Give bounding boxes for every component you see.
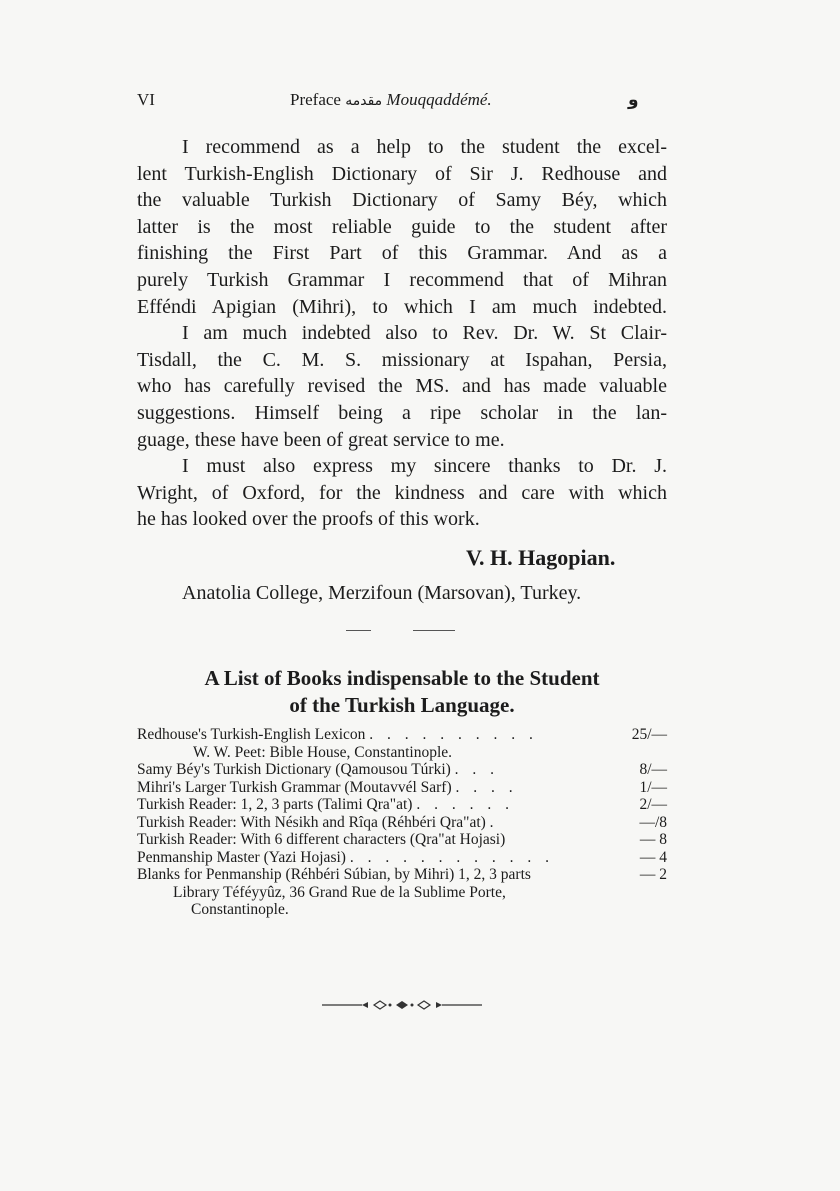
text-line: the valuable Turkish Dictionary of Samy Béy, which <box>137 189 667 212</box>
book-price: 1/— <box>639 778 667 796</box>
text-line: finishing the First Part of this Grammar. And as a <box>137 242 667 265</box>
text-line: suggestions. Himself being a ripe scholar in the lan- <box>137 401 667 424</box>
book-entry <box>137 901 667 919</box>
text-line: Wright, of Oxford, for the kindness and care with which <box>137 481 667 504</box>
text-line: he has looked over the proofs of this work. <box>137 508 480 531</box>
book-list <box>137 726 667 919</box>
book-entry-text: Samy Béy's Turkish Dictionary (Qamousou Túrki) <box>137 761 451 778</box>
text-line: I am much indebted also to Rev. Dr. W. St Clair- <box>182 322 667 345</box>
book-entry <box>137 866 667 884</box>
book-price: — 8 <box>639 831 667 848</box>
book-entry-text: Mihri's Larger Turkish Grammar (Moutavvél Sarf) <box>137 778 452 796</box>
text-line: lent Turkish-English Dictionary of Sir J. Redhouse and <box>137 162 667 185</box>
text-line: latter is the most reliable guide to the student after <box>137 215 667 238</box>
book-price: —/8 <box>639 813 667 831</box>
text-line: guage, these have been of great service to me. <box>137 428 505 451</box>
book-entry <box>137 744 667 762</box>
book-entry <box>137 796 667 814</box>
book-entry-text: W. W. Peet: Bible House, Constantinople. <box>193 743 453 761</box>
book-entry-text: Penmanship Master (Yazi Hojasi) <box>137 848 346 866</box>
page-number: VI <box>137 90 155 109</box>
book-list-title <box>137 665 667 719</box>
text-line: who has carefully revised the MS. and has made valuable <box>137 375 667 398</box>
book-entry <box>137 884 667 902</box>
book-price: — 2 <box>639 866 667 883</box>
leader-dots: . . . . . . . . . . . . <box>349 848 554 866</box>
leader-dots: . . . . <box>455 778 518 796</box>
leader-dots: . . . . . . . . . . <box>369 726 538 743</box>
text-line: I recommend as a help to the student the excel- <box>182 136 667 158</box>
leader-dots: . <box>489 813 499 831</box>
leader-dots: . . . . . . <box>416 796 514 813</box>
book-entry <box>137 814 667 832</box>
text-line: purely Turkish Grammar I recommend that of Mihran <box>137 268 667 291</box>
author-signature: V. H. Hagopian. <box>466 545 616 570</box>
divider-rule <box>346 630 371 631</box>
header-title-arabic: مقدمه <box>345 93 383 109</box>
book-entry <box>137 779 667 797</box>
book-entry <box>137 726 667 744</box>
text-line: I must also express my sincere thanks to Dr. J. <box>182 455 667 478</box>
book-price: 25/— <box>631 726 667 743</box>
leader-dots: . . . <box>454 761 500 778</box>
header-arabic-letter: و <box>628 90 639 110</box>
header-title-transliteration: Mouqqaddémé. <box>386 90 492 109</box>
author-address: Anatolia College, Merzifoun (Marsovan), Turkey. <box>182 582 582 604</box>
book-entry <box>137 849 667 867</box>
book-price: — 4 <box>639 848 667 866</box>
end-ornament <box>322 998 482 1012</box>
book-entry-text: Blanks for Penmanship (Réhbéri Súbian, by Mihri) 1, 2, 3 parts <box>137 866 531 883</box>
running-header <box>290 90 492 110</box>
header-title: Preface <box>290 90 341 109</box>
book-list-title-line: of the Turkish Language. <box>289 693 515 717</box>
book-price: 2/— <box>639 796 667 813</box>
text-line: Tisdall, the C. M. S. missionary at Ispahan, Persia, <box>137 348 667 371</box>
book-entry-text: Turkish Reader: With 6 different characters (Qra"at Hojasi) <box>137 831 506 848</box>
book-entry <box>137 831 667 849</box>
preface-body <box>137 134 667 533</box>
text-line: Efféndi Apigian (Mihri), to which I am much indebted. <box>137 295 667 318</box>
book-entry-text: Constantinople. <box>191 901 289 918</box>
book-list-title-line: A List of Books indispensable to the Student <box>204 666 600 690</box>
book-entry-text: Library Téféyyûz, 36 Grand Rue de la Sublime Porte, <box>173 883 506 901</box>
divider-rule <box>413 630 455 631</box>
book-entry-text: Turkish Reader: 1, 2, 3 parts (Talimi Qra"at) <box>137 796 413 813</box>
book-entry-text: Turkish Reader: With Nésikh and Rîqa (Réhbéri Qra"at) <box>137 813 486 831</box>
book-price: 8/— <box>639 761 667 778</box>
book-entry <box>137 761 667 779</box>
book-entry-text: Redhouse's Turkish-English Lexicon <box>137 726 366 743</box>
